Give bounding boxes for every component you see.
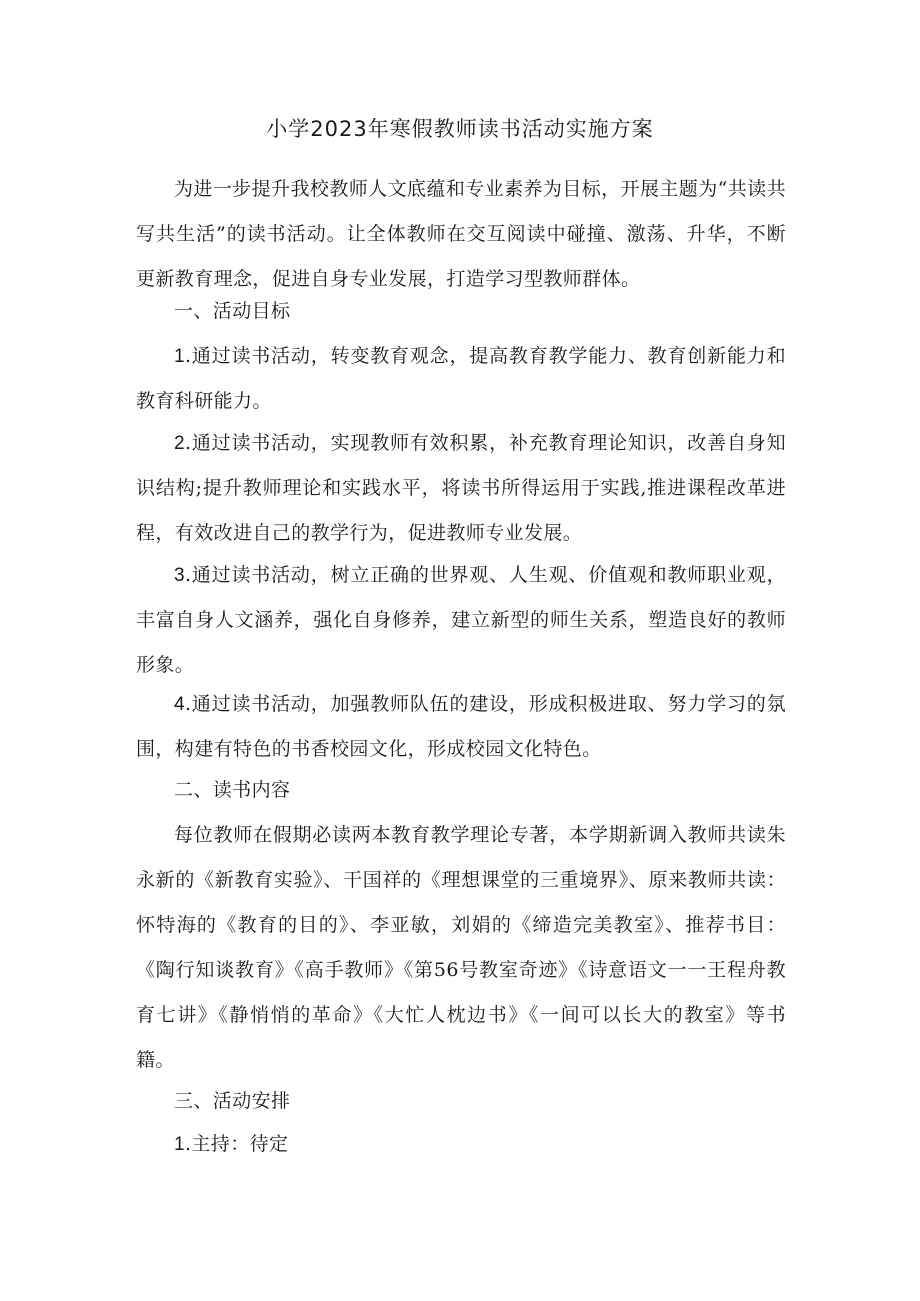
goal-item-3 — [136, 553, 786, 688]
goal-item-text: .通过读书活动，加强教师队伍的建设，形成积极进取、努力学习的氛围，构建有特色的书香校园文化，形成校园文化特色。 — [136, 693, 786, 760]
intro-paragraph: 为进一步提升我校教师人文底蕴和专业素养为目标，开展主题为“共读共写共生活”的读书活动。让全体教师在交互阅读中碰撞、激荡、升华，不断更新教育理念，促进自身专业发展，打造学习型教师群体。 — [136, 178, 786, 290]
section-heading-goals: 一、活动目标 — [174, 300, 291, 322]
goal-item-1 — [136, 334, 786, 424]
goal-item-text: .通过读书活动，树立正确的世界观、人生观、价值观和教师职业观，丰富自身人文涵养，强化自身修养，建立新型的师生关系，塑造良好的教师形象。 — [136, 564, 786, 676]
section-heading-reading: 二、读书内容 — [174, 779, 291, 801]
goal-item-4 — [136, 682, 786, 772]
goal-item-text: .通过读书活动，实现教师有效积累，补充教育理论知识，改善自身知识结构;提升教师理论和实践水平，将读书所得运用于实践,推进课程改革进程，有效改进自己的教学行为，促进教师专业发展。 — [136, 432, 786, 544]
reading-content-paragraph: 每位教师在假期必读两本教育教学理论专著，本学期新调入教师共读朱永新的《新教育实验》、干国祥的《理想课堂的三重境界》、原来教师共读：怀特海的《教育的目的》、李亚敏，刘娟的《缔造完美教室》、推荐书目：《陶行知谈教育》《高手教师》《第56号教室奇迹》《诗意语文一一王程舟教育七讲》《静悄悄的革命》《大忙人枕边书》《一间可以长大的教室》等书籍。 — [136, 824, 786, 1071]
schedule-item-1 — [136, 1122, 786, 1167]
goal-item-text: .通过读书活动，转变教育观念，提高教育教学能力、教育创新能力和教育科研能力。 — [136, 345, 786, 412]
goal-item-number: 3 — [174, 565, 185, 586]
document-title: 小学2023年寒假教师读书活动实施方案 — [266, 117, 654, 141]
goal-item-number: 2 — [174, 433, 185, 454]
schedule-item-text: .主持：待定 — [184, 1133, 289, 1155]
goal-item-number: 1 — [174, 346, 185, 367]
section-heading-schedule: 三、活动安排 — [174, 1090, 291, 1112]
schedule-item-number: 1 — [174, 1134, 185, 1155]
goal-item-2 — [136, 421, 786, 556]
goal-item-number: 4 — [174, 694, 185, 715]
